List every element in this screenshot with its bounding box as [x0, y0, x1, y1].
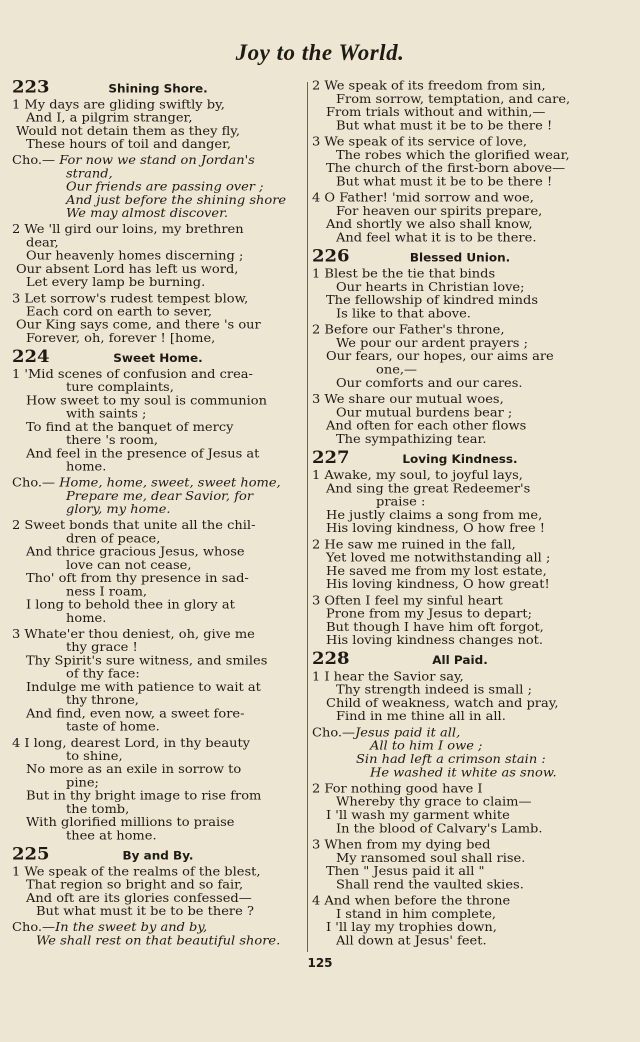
left-column [12, 77, 304, 952]
verse-line: He justly claims a song from me, [326, 508, 543, 523]
verse-line: That region so bright and so fair, [26, 878, 244, 893]
verse-line: 1 'Mid scenes of confusion and crea- [12, 367, 253, 382]
verse-line: Our hearts in Christian love; [336, 280, 525, 295]
verse-line: 1 Blest be the tie that binds [312, 267, 496, 282]
verse-line: Is like to that above. [336, 307, 471, 322]
stanza [312, 839, 608, 892]
verse-line: Then " Jesus paid it all " [326, 864, 485, 879]
verse-line: 3 When from my dying bed [312, 838, 491, 853]
right-column [312, 80, 608, 952]
chorus-label: Cho.— [12, 920, 56, 935]
verse-line: 2 Before our Father's throne, [312, 323, 505, 338]
verse-line: All down at Jesus' feet. [336, 933, 487, 949]
verse-line: And feel in the presence of Jesus at [26, 446, 260, 462]
verse-line: thee at home. [66, 829, 157, 844]
stanza [312, 136, 608, 189]
verse-line: Thy strength indeed is small ; [336, 683, 532, 698]
verse-line: The church of the first-born above— [326, 161, 566, 176]
verse-line: of thy face: [66, 667, 140, 682]
verse-line: Our fears, our hopes, our aims are [326, 349, 554, 365]
verse-line: ness I roam, [66, 585, 148, 600]
stanza [12, 224, 304, 290]
verse-line: Our heavenly homes discerning ; [26, 249, 244, 264]
verse-line: From trials without and within,— [326, 105, 546, 120]
verse-line: From sorrow, temptation, and care, [336, 92, 571, 107]
hymn [12, 346, 304, 844]
stanza [12, 99, 304, 152]
verse-line: And feel what it is to be there. [336, 231, 537, 246]
verse-line: And oft are its glories confessed— [26, 891, 252, 906]
verse-line: We shall rest on that beautiful shore. [36, 934, 281, 949]
hymn [312, 447, 608, 649]
verse-line: The sympathizing tear. [336, 432, 487, 447]
hymn-header [12, 844, 304, 866]
chorus-label: Cho.— [312, 725, 356, 741]
verse-line: For heaven our spirits prepare, [336, 204, 543, 219]
hymn-number: 223 [12, 77, 50, 98]
stanza [312, 324, 608, 390]
stanza [312, 469, 608, 535]
page-title: Joy to the World. [235, 40, 405, 65]
verse-line: The fellowship of kindred minds [326, 293, 539, 308]
verse-line: And find, even now, a sweet fore- [26, 707, 245, 722]
verse-line: I stand in him complete, [336, 907, 497, 922]
verse-line: 3 Often I feel my sinful heart [312, 593, 503, 609]
stanza [12, 293, 304, 346]
stanza [12, 866, 304, 919]
verse-line: Our comforts and our cares. [336, 376, 523, 391]
verse-line: there 's room, [66, 433, 159, 448]
verse-line: home. [66, 460, 107, 475]
verse-line: strand, [66, 167, 113, 182]
verse-line: Thy Spirit's sure witness, and smiles [26, 654, 268, 669]
chorus [312, 727, 608, 780]
verse-line: I long to behold thee in glory at [26, 598, 235, 613]
stanza [12, 368, 304, 474]
verse-line: His loving kindness, O how free ! [326, 521, 546, 536]
verse-line: Let every lamp be burning. [26, 275, 206, 290]
verse-line: 2 We 'll gird our loins, my brethren [12, 222, 244, 237]
column-divider [307, 82, 308, 952]
verse-line: dear, [26, 236, 59, 251]
verse-line: Indulge me with patience to wait at [26, 680, 261, 695]
verse-line: 4 I long, dearest Lord, in thy beauty [12, 736, 251, 751]
stanza [312, 895, 608, 948]
verse-line: And thrice gracious Jesus, whose [26, 545, 245, 560]
verse-line: No more as an exile in sorrow to [26, 762, 242, 778]
verse-line: He saved me from my lost estate, [326, 564, 547, 579]
verse-line: Cho.—In the sweet by and by, [12, 920, 208, 935]
verse-line: His loving kindness changes not. [326, 633, 544, 649]
hymn-title: Blessed Union. [409, 250, 511, 265]
verse-line: 3 Let sorrow's rudest tempest blow, [12, 291, 249, 307]
verse-line: My ransomed soul shall rise. [336, 851, 526, 866]
verse-line: But what must it be to be there ! [336, 118, 553, 134]
hymn-title: Shining Shore. [108, 81, 208, 96]
hymn [12, 844, 304, 949]
verse-line: And I, a pilgrim stranger, [26, 111, 193, 126]
verse-line: 2 Sweet bonds that unite all the chil- [12, 518, 256, 534]
hymn-header [312, 447, 608, 469]
verse-line: praise : [376, 495, 426, 510]
stanza [312, 783, 608, 836]
chorus [12, 922, 304, 948]
verse-line: 2 For nothing good have I [312, 781, 483, 797]
verse-line: to shine, [66, 749, 123, 764]
verse-line: We pour our ardent prayers ; [336, 336, 528, 351]
hymn-header [312, 246, 608, 268]
verse-line: dren of peace, [66, 532, 161, 547]
verse-line: These hours of toil and danger, [26, 137, 232, 152]
stanza [312, 268, 608, 321]
hymn-header [12, 77, 304, 99]
chorus [12, 477, 304, 517]
verse-line: How sweet to my soul is communion [26, 393, 267, 409]
verse-line: All to him I owe ; [370, 739, 483, 754]
hymn-number: 225 [12, 844, 50, 865]
verse-line: And shortly we also shall know, [326, 217, 533, 232]
stanza [12, 520, 304, 626]
hymn-number: 224 [12, 346, 50, 367]
verse-line: taste of home. [66, 720, 160, 735]
verse-line: one,— [376, 363, 418, 378]
verse-line: Prepare me, dear Savior, for [66, 489, 254, 504]
hymn-header [12, 346, 304, 369]
stanza [312, 192, 608, 245]
verse-line: Our mutual burdens bear ; [336, 405, 513, 421]
verse-line: Forever, oh, forever ! [home, [26, 331, 216, 346]
hymn-title: All Paid. [432, 653, 488, 668]
hymn [12, 77, 304, 346]
verse-line: Cho.— For now we stand on Jordan's [12, 153, 255, 168]
hymn [312, 246, 608, 447]
verse-line: 3 We share our mutual woes, [312, 392, 504, 407]
verse-line: Find in me thine all in all. [336, 709, 506, 725]
verse-line: Cho.—Jesus paid it all, [312, 725, 461, 741]
hymn-number: 227 [312, 447, 350, 468]
verse-line: In the blood of Calvary's Lamb. [336, 821, 543, 837]
verse-line: Our friends are passing over ; [66, 180, 264, 195]
verse-line: His loving kindness, O how great! [326, 577, 550, 592]
hymn-number: 226 [312, 246, 350, 267]
verse-line: 1 We speak of the realms of the blest, [12, 864, 261, 880]
verse-line: But though I have him oft forgot, [326, 620, 544, 635]
verse-line: To find at the banquet of mercy [26, 420, 234, 435]
chorus [12, 155, 304, 221]
hymn [312, 80, 608, 245]
verse-line: And sing the great Redeemer's [326, 481, 531, 497]
verse-line: 1 My days are gliding swiftly by, [12, 97, 225, 113]
verse-line: Shall rend the vaulted skies. [336, 877, 524, 893]
page-number: 125 [307, 956, 333, 970]
verse-line: 2 He saw me ruined in the fall, [312, 537, 516, 553]
stanza [312, 539, 608, 592]
stanza [312, 393, 608, 446]
verse-line: I 'll wash my garment white [326, 808, 510, 823]
verse-line: And often for each other flows [326, 419, 527, 434]
verse-line: Our King says come, and there 's our [16, 318, 261, 333]
verse-line: Whereby thy grace to claim— [336, 795, 532, 810]
stanza [312, 671, 608, 724]
verse-line: Tho' oft from thy presence in sad- [26, 571, 249, 586]
verse-line: Child of weakness, watch and pray, [326, 696, 559, 711]
verse-line: 2 We speak of its freedom from sin, [312, 79, 546, 94]
verse-line: 3 We speak of its service of love, [312, 135, 528, 150]
verse-line: 4 And when before the throne [312, 894, 511, 909]
verse-line: With glorified millions to praise [26, 815, 235, 830]
verse-line: home. [66, 611, 107, 626]
stanza [12, 737, 304, 843]
hymn [312, 648, 608, 949]
verse-line: Cho.— Home, home, sweet, sweet home, [12, 476, 281, 491]
stanza [312, 595, 608, 648]
verse-line: But in thy bright image to rise from [26, 789, 262, 804]
hymn-title: Loving Kindness. [402, 452, 518, 466]
verse-line: glory, my home. [66, 502, 171, 517]
hymn-number: 228 [312, 648, 350, 669]
hymn-title: By and By. [122, 848, 194, 863]
stanza [312, 80, 608, 133]
verse-line: thy throne, [66, 693, 139, 708]
verse-line: Yet loved me notwithstanding all ; [326, 551, 551, 566]
verse-line: 4 O Father! 'mid sorrow and woe, [312, 191, 534, 206]
verse-line: pine; [66, 776, 99, 791]
verse-line: Our absent Lord has left us word, [16, 262, 239, 277]
hymn-header [312, 648, 608, 671]
verse-line: love can not cease, [66, 558, 192, 573]
verse-line: thy grace ! [66, 640, 138, 656]
verse-line: He washed it white as snow. [370, 765, 557, 781]
verse-line: The robes which the glorified wear, [336, 148, 570, 163]
hymn-title: Sweet Home. [113, 351, 203, 365]
verse-line: I 'll lay my trophies down, [326, 920, 497, 935]
verse-line: 3 Whate'er thou deniest, oh, give me [12, 627, 255, 642]
verse-line: Sin had left a crimson stain : [356, 752, 546, 767]
stanza [12, 629, 304, 735]
chorus-label: Cho.— [12, 476, 60, 491]
verse-line: with saints ; [66, 407, 147, 422]
verse-line: ture complaints, [66, 380, 174, 395]
chorus-label: Cho.— [12, 153, 60, 168]
verse-line: And just before the shining shore [66, 193, 287, 208]
verse-line: But what must it be to be there ! [336, 174, 553, 190]
verse-line: Prone from my Jesus to depart; [326, 607, 532, 622]
verse-line: 1 I hear the Savior say, [312, 669, 464, 685]
verse-line: 1 Awake, my soul, to joyful lays, [312, 468, 523, 483]
verse-line: Would not detain them as they fly, [16, 124, 240, 139]
verse-line: But what must it be to be there ? [36, 904, 254, 919]
verse-line: the tomb, [66, 802, 130, 817]
verse-line: Each cord on earth to sever, [26, 305, 213, 320]
verse-line: We may almost discover. [66, 206, 228, 221]
